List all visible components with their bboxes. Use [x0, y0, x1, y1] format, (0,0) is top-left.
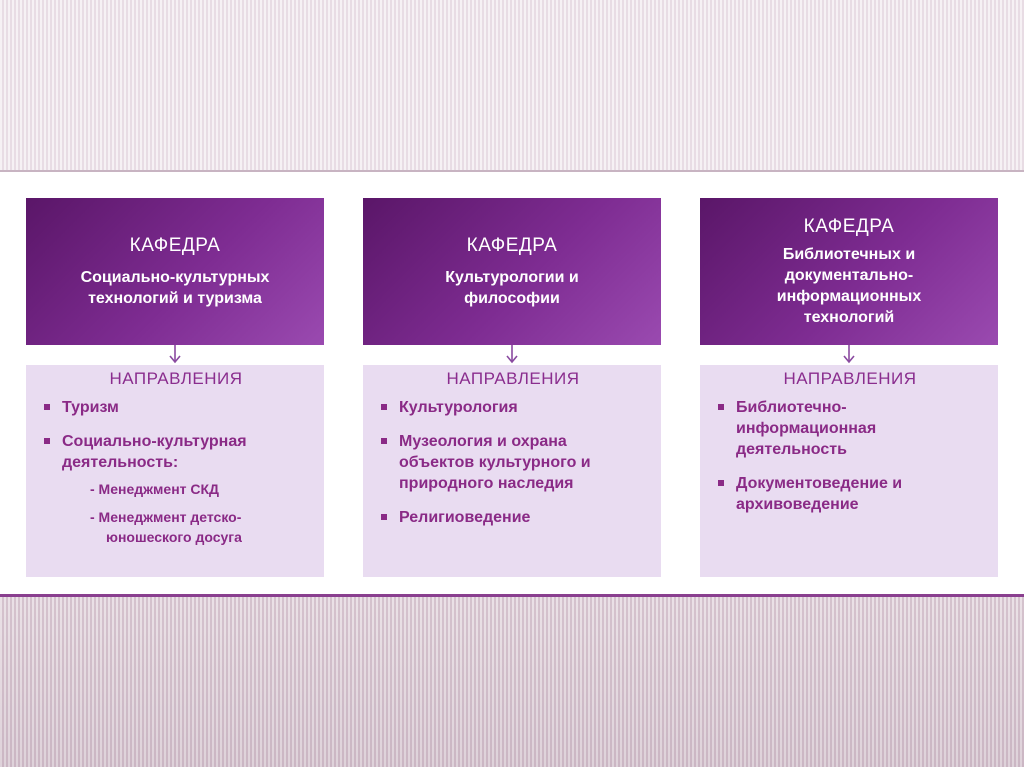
arrow-down-icon [842, 345, 856, 365]
list-item [375, 431, 639, 494]
directions-list [38, 397, 314, 473]
department-label: КАФЕДРА [129, 234, 221, 256]
list-item [712, 473, 976, 515]
sublist [38, 479, 314, 547]
department-name: Библиотечных и документально-информационных технологий [776, 245, 922, 326]
department-header [26, 198, 324, 345]
sublist-item: - Менеджмент СКД [90, 481, 220, 497]
directions-box [700, 365, 998, 577]
top-decorative-band [0, 0, 1024, 170]
department-column-2 [363, 198, 661, 526]
sublist-item-continuation: юношеского досуга [106, 529, 242, 545]
sublist-item: - Менеджмент детско- [90, 509, 242, 525]
list-item [712, 397, 936, 460]
department-label: КАФЕДРА [803, 215, 895, 237]
list-item-label: Туризм [62, 399, 119, 416]
bullet-icon [44, 404, 50, 410]
bullet-icon [381, 514, 387, 520]
bullet-icon [381, 438, 387, 444]
list-item [38, 431, 292, 473]
list-item [375, 397, 651, 418]
directions-title: НАПРАВЛЕНИЯ [109, 369, 243, 388]
directions-box [26, 365, 324, 577]
directions-list [375, 397, 651, 528]
bullet-icon [381, 404, 387, 410]
bullet-icon [718, 404, 724, 410]
department-name: Культурологии и философии [445, 268, 579, 307]
directions-title: НАПРАВЛЕНИЯ [783, 369, 917, 388]
department-header [363, 198, 661, 345]
department-column-1 [26, 198, 324, 545]
department-name: Социально-культурных технологий и туризма [80, 268, 270, 307]
list-item-label: Библиотечно-информационная деятельность [736, 399, 877, 458]
department-header [700, 198, 998, 345]
list-item-label: Религиоведение [399, 509, 531, 526]
arrow-down-icon [505, 345, 519, 365]
bottom-decorative-band [0, 597, 1024, 767]
list-item-label: Документоведение и архивоведение [736, 475, 903, 513]
list-item-label: Культурология [399, 399, 518, 416]
list-item [38, 397, 314, 418]
arrow-down-icon [168, 345, 182, 365]
list-item-label: Социально-культурная деятельность: [62, 433, 247, 471]
list-item [375, 507, 651, 528]
bullet-icon [718, 480, 724, 486]
department-label: КАФЕДРА [466, 234, 558, 256]
list-item-label: Музеология и охрана объектов культурного и природного наследия [399, 433, 591, 492]
department-column-3 [700, 198, 998, 513]
directions-title: НАПРАВЛЕНИЯ [446, 369, 580, 388]
directions-box [363, 365, 661, 577]
directions-list [712, 397, 988, 515]
bullet-icon [44, 438, 50, 444]
